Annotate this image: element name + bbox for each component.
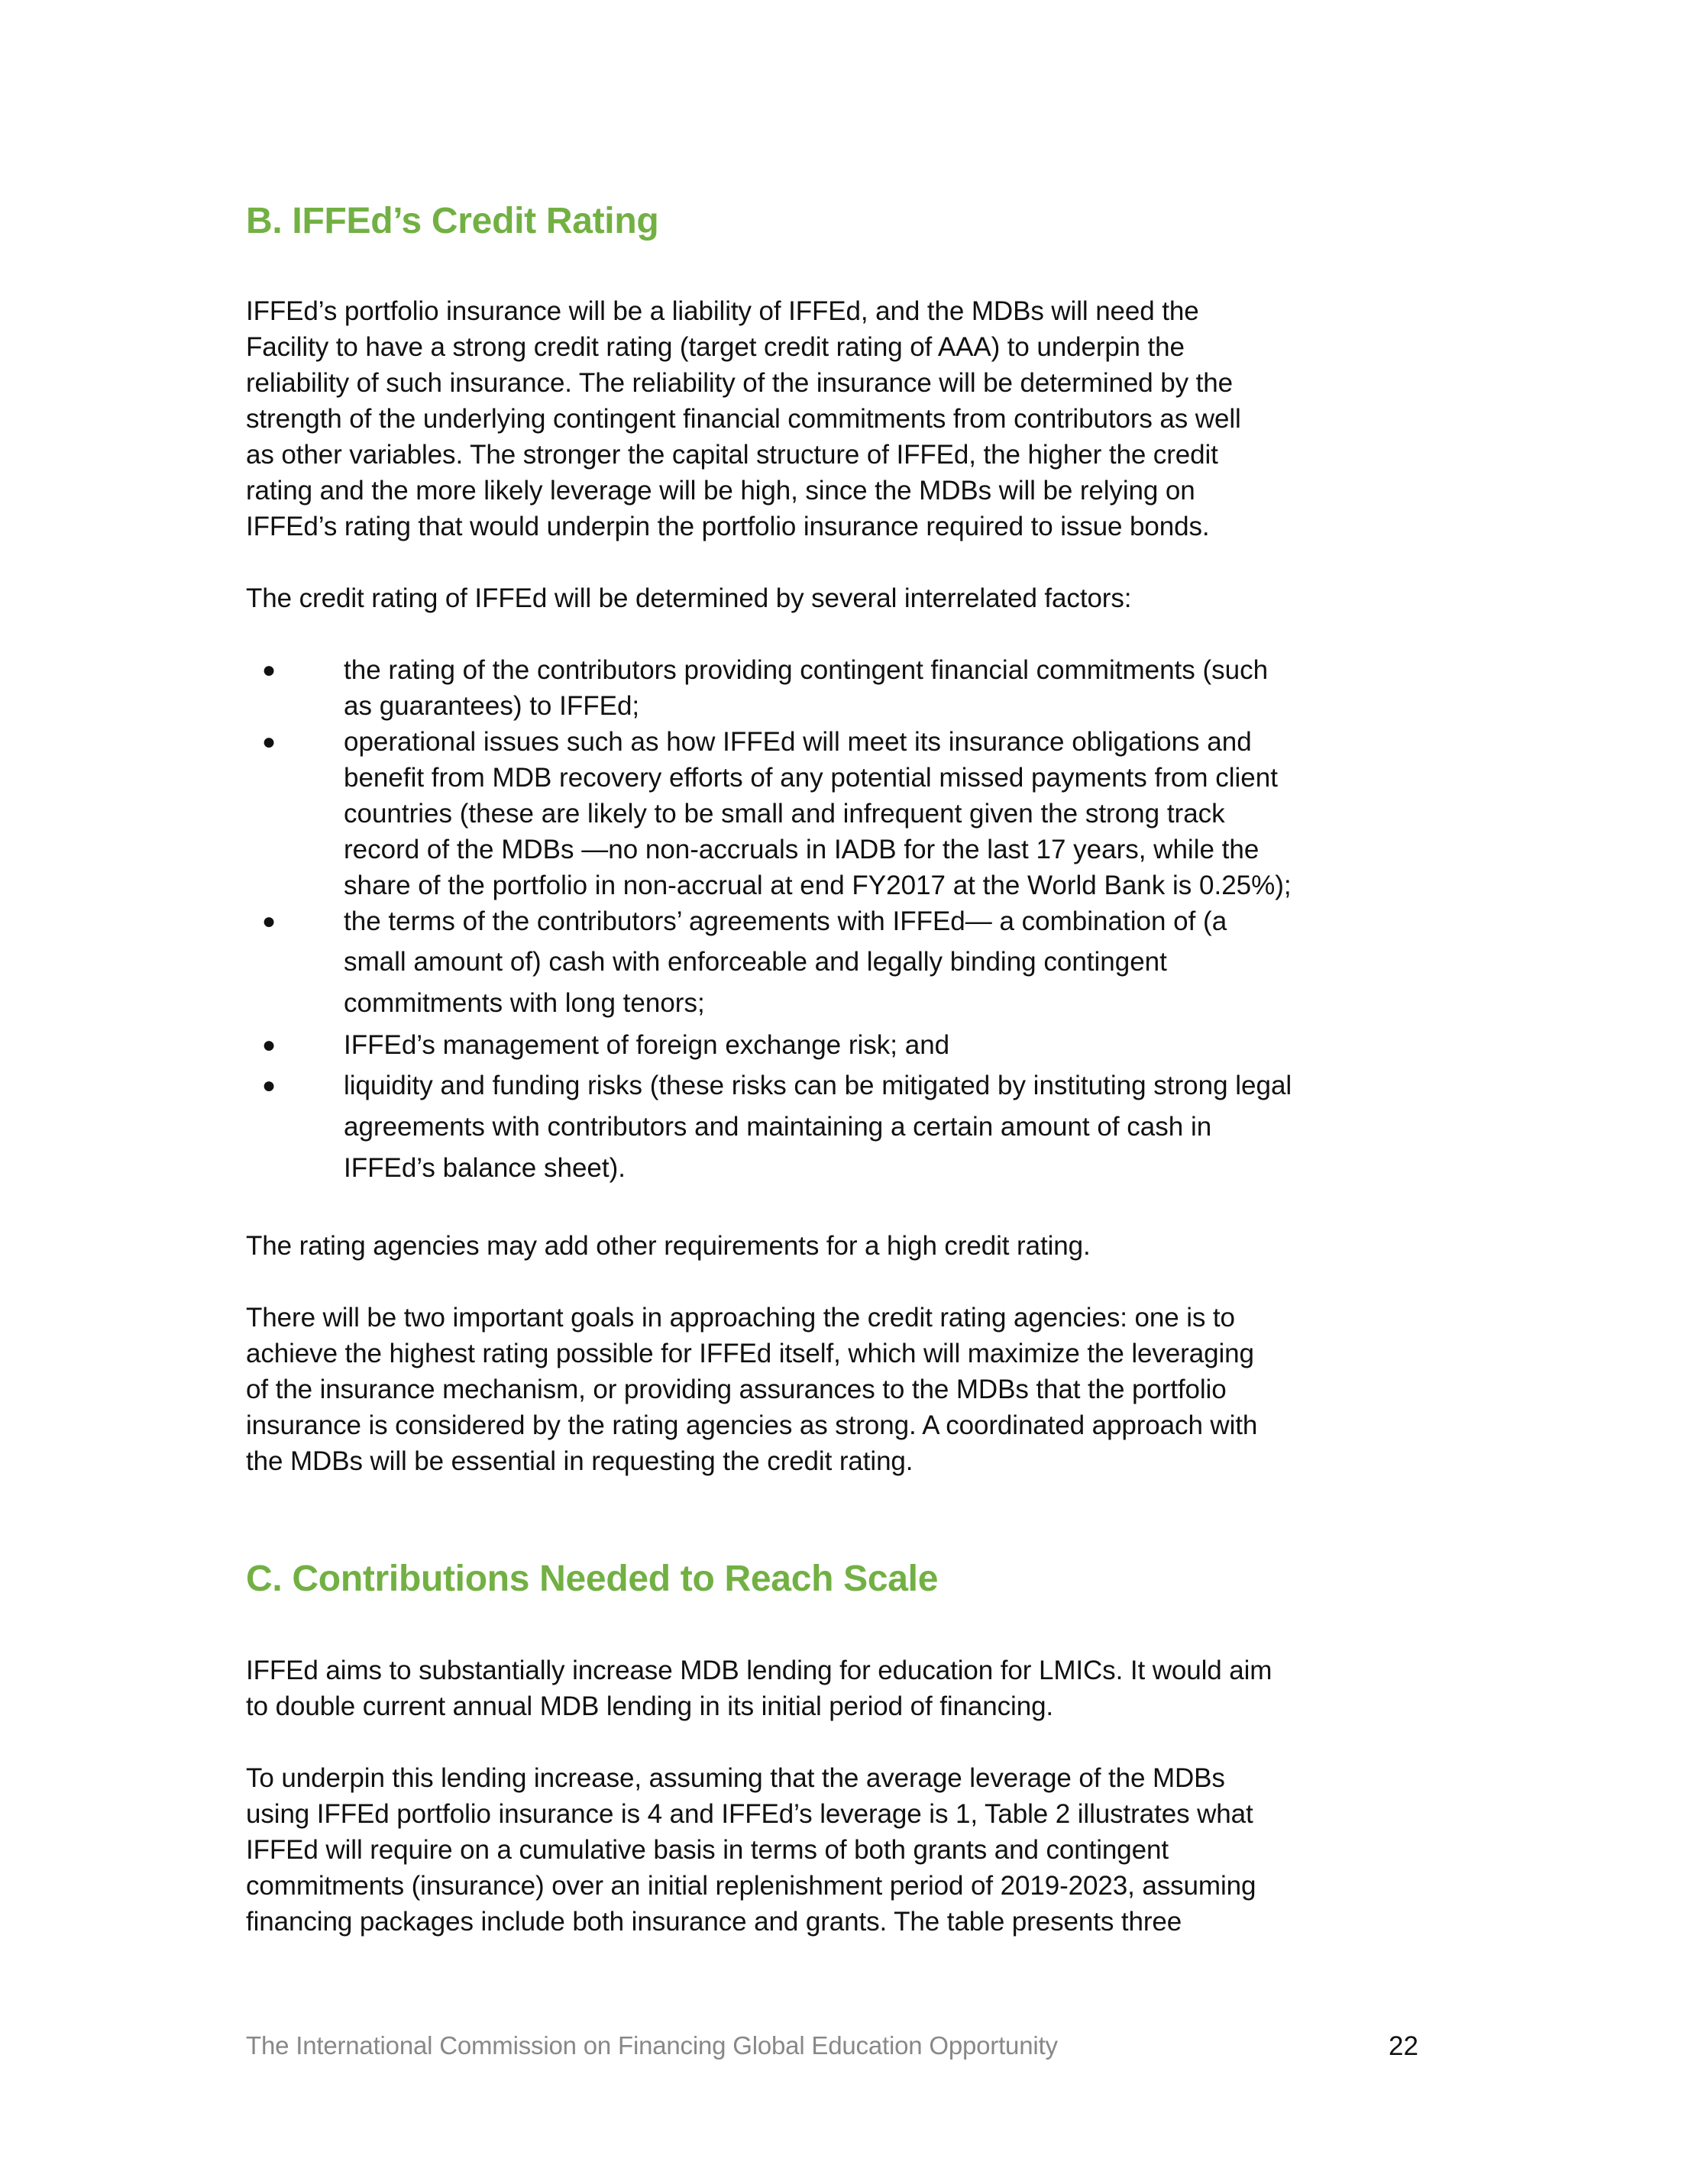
list-item-continuation bbox=[344, 688, 1459, 725]
text-line: small amount of) cash with enforceable and legally binding contingent bbox=[344, 947, 1167, 977]
list-item bbox=[261, 1027, 1459, 1064]
bullet-icon: ● bbox=[261, 1032, 276, 1058]
text-line: countries (these are likely to be small and infrequent given the strong track bbox=[344, 799, 1225, 829]
bullet-icon: ● bbox=[261, 1073, 276, 1098]
text-line: the terms of the contributors’ agreements with IFFEd— a combination of (a bbox=[344, 906, 1227, 936]
text-line: To underpin this lending increase, assuming that the average leverage of the MDBs bbox=[246, 1763, 1225, 1793]
text-line: reliability of such insurance. The reliability of the insurance will be determined by the bbox=[246, 368, 1233, 398]
text-line: IFFEd’s portfolio insurance will be a liability of IFFEd, and the MDBs will need the bbox=[246, 296, 1199, 326]
bullet-icon: ● bbox=[261, 729, 276, 754]
text-line: as guarantees) to IFFEd; bbox=[344, 691, 640, 721]
text-line: share of the portfolio in non-accrual at end FY2017 at the World Bank is 0.25%); bbox=[344, 871, 1292, 900]
list-item bbox=[261, 1068, 1459, 1104]
text-line: as other variables. The stronger the capital structure of IFFEd, the higher the credit bbox=[246, 440, 1218, 470]
list-item-continuation bbox=[344, 796, 1459, 832]
section-b-paragraph-3: The rating agencies may add other requirements for a high credit rating. bbox=[246, 1231, 1091, 1261]
text-line: agreements with contributors and maintaining a certain amount of cash in bbox=[344, 1112, 1212, 1142]
text-line: liquidity and funding risks (these risks can be mitigated by instituting strong legal bbox=[344, 1071, 1292, 1100]
footer-text: The International Commission on Financing Global Education Opportunity bbox=[246, 2031, 1058, 2060]
list-item-continuation bbox=[344, 760, 1459, 796]
section-b-paragraph-2: The credit rating of IFFEd will be determined by several interrelated factors: bbox=[246, 583, 1132, 613]
list-item-continuation bbox=[344, 1109, 1459, 1145]
bullet-icon: ● bbox=[261, 909, 276, 934]
bullet-icon: ● bbox=[261, 657, 276, 683]
text-line: insurance is considered by the rating agencies as strong. A coordinated approach with bbox=[246, 1410, 1258, 1440]
text-line: IFFEd will require on a cumulative basis in terms of both grants and contingent bbox=[246, 1835, 1169, 1865]
section-b-heading: B. IFFEd’s Credit Rating bbox=[246, 201, 659, 241]
text-line: IFFEd’s rating that would underpin the portfolio insurance required to issue bonds. bbox=[246, 512, 1210, 541]
text-line: financing packages include both insurance and grants. The table presents three bbox=[246, 1907, 1182, 1937]
text-line: IFFEd’s management of foreign exchange risk; and bbox=[344, 1030, 950, 1060]
text-line: achieve the highest rating possible for IFFEd itself, which will maximize the leveraging bbox=[246, 1339, 1254, 1368]
text-line: the rating of the contributors providing contingent financial commitments (such bbox=[344, 655, 1269, 685]
text-line: of the insurance mechanism, or providing assurances to the MDBs that the portfolio bbox=[246, 1375, 1227, 1404]
list-item bbox=[261, 903, 1459, 940]
text-line: IFFEd aims to substantially increase MDB lending for education for LMICs. It would aim bbox=[246, 1656, 1272, 1685]
text-line: commitments with long tenors; bbox=[344, 988, 705, 1018]
text-line: using IFFEd portfolio insurance is 4 and IFFEd’s leverage is 1, Table 2 illustrates what bbox=[246, 1799, 1253, 1829]
list-item-continuation bbox=[344, 867, 1459, 904]
text-line: to double current annual MDB lending in its initial period of financing. bbox=[246, 1691, 1054, 1721]
text-line: IFFEd’s balance sheet). bbox=[344, 1153, 626, 1183]
list-item-continuation bbox=[344, 832, 1459, 868]
text-line: the MDBs will be essential in requesting the credit rating. bbox=[246, 1446, 914, 1476]
text-line: record of the MDBs —no non-accruals in IADB for the last 17 years, while the bbox=[344, 835, 1260, 864]
text-line: benefit from MDB recovery efforts of any potential missed payments from client bbox=[344, 763, 1278, 793]
list-item-continuation bbox=[344, 1150, 1459, 1187]
text-line: Facility to have a strong credit rating (target credit rating of AAA) to underpin the bbox=[246, 332, 1185, 362]
section-c-heading: C. Contributions Needed to Reach Scale bbox=[246, 1559, 939, 1599]
list-item-continuation bbox=[344, 985, 1459, 1022]
text-line: strength of the underlying contingent financial commitments from contributors as well bbox=[246, 404, 1241, 434]
list-item-continuation bbox=[344, 944, 1459, 981]
text-line: operational issues such as how IFFEd will meet its insurance obligations and bbox=[344, 727, 1252, 757]
list-item bbox=[261, 724, 1459, 761]
list-item bbox=[261, 652, 1459, 689]
text-line: commitments (insurance) over an initial replenishment period of 2019-2023, assuming bbox=[246, 1871, 1256, 1901]
page-number: 22 bbox=[1389, 2031, 1418, 2061]
text-line: rating and the more likely leverage will be high, since the MDBs will be relying on bbox=[246, 476, 1195, 506]
text-line: There will be two important goals in approaching the credit rating agencies: one is to bbox=[246, 1303, 1235, 1333]
